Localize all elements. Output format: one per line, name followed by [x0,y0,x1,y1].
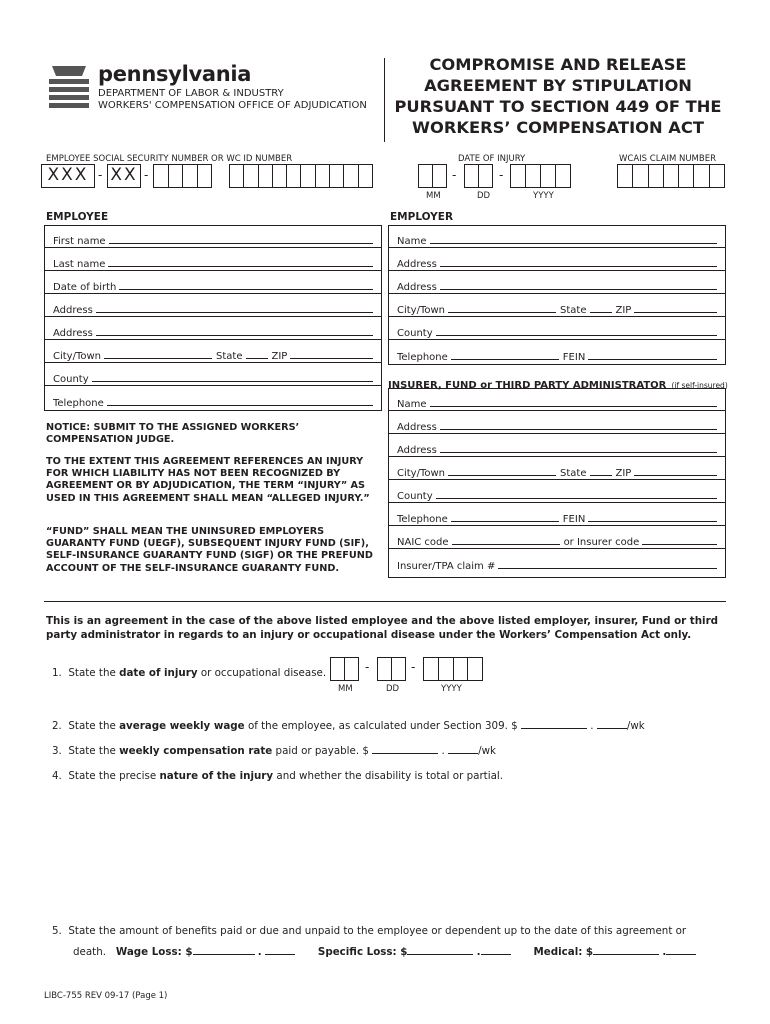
employer-name-field[interactable]: Name [389,226,725,248]
item-1-month-input[interactable] [330,657,359,681]
yyyy-label: YYYY [441,684,462,694]
employer-city-state-zip-field[interactable]: City/Town State ZIP [389,295,725,317]
item-3-weekly-compensation-rate[interactable]: 3. State the weekly compensation rate paid or payable. $ . /wk [52,745,496,757]
insurer-claim-field[interactable]: Insurer/TPA claim # [389,550,725,572]
employee-panel [44,225,382,411]
item-5-text: 5. State the amount of benefits paid or due and unpaid to the employee or dependent up to the date of this agreement or [52,925,687,937]
insurer-name-field[interactable]: Name [389,389,725,411]
mm-label: MM [338,684,353,694]
dash: - [499,168,504,182]
form-footer-code: LIBC-755 REV 09-17 (Page 1) [44,991,168,1001]
employer-heading: EMPLOYER [390,211,454,223]
employee-last-name-field[interactable]: Last name [45,249,381,271]
section-divider [44,601,726,602]
item-1-text: 1. State the date of injury or occupational disease. [52,667,327,679]
item-5-benefit-amounts[interactable]: death. Wage Loss: $ . Specific Loss: $ . Medical: $ . [73,945,696,958]
insurer-address1-field[interactable]: Address [389,412,725,434]
form-title: COMPROMISE AND RELEASE AGREEMENT BY STIPULATION PURSUANT TO SECTION 449 OF THE WORKERS’ COMPENSATION ACT [394,55,722,137]
item-4-answer-area[interactable] [72,786,726,916]
notice-submit: NOTICE: SUBMIT TO THE ASSIGNED WORKERS’ COMPENSATION JUDGE. [46,422,300,446]
notice-fund-definition: “FUND” SHALL MEAN THE UNINSURED EMPLOYERS GUARANTY FUND (UEGF), SUBSEQUENT INJURY FUND (SIF), SELF-INSURANCE GUARANTY FUND (SIGF) OR THE PREFUND ACCOUNT OF THE SELF-INSURANCE GUARANTY FUND. [46,526,373,574]
employee-dob-field[interactable]: Date of birth [45,272,381,294]
injury-month-input[interactable] [418,164,447,188]
employee-heading: EMPLOYEE [46,211,109,223]
header-divider [384,58,385,142]
employer-panel [388,225,726,365]
mm-label: MM [426,191,441,201]
employee-address1-field[interactable]: Address [45,295,381,317]
insurer-city-state-zip-field[interactable]: City/Town State ZIP [389,458,725,480]
wc-id-number-input[interactable] [229,164,373,188]
dash: - [98,168,103,182]
insurer-panel [388,388,726,578]
insurer-county-field[interactable]: County [389,481,725,503]
item-1-year-input[interactable] [423,657,483,681]
employer-address1-field[interactable]: Address [389,249,725,271]
injury-day-input[interactable] [464,164,493,188]
dash: - [365,660,370,674]
dd-label: DD [386,684,400,694]
injury-year-input[interactable] [510,164,571,188]
item-1-day-input[interactable] [377,657,406,681]
dash: - [144,168,149,182]
dd-label: DD [477,191,491,201]
yyyy-label: YYYY [533,191,554,201]
department-name: DEPARTMENT OF LABOR & INDUSTRY WORKERS' COMPENSATION OFFICE OF ADJUDICATION [98,88,367,111]
ssn-label: EMPLOYEE SOCIAL SECURITY NUMBER OR WC ID NUMBER [46,154,293,164]
employee-first-name-field[interactable]: First name [45,226,381,248]
insurer-address2-field[interactable]: Address [389,435,725,457]
insurer-heading: INSURER, FUND or THIRD PARTY ADMINISTRATOR (if self-insured) [388,380,728,391]
employee-address2-field[interactable]: Address [45,318,381,340]
employer-telephone-fein-field[interactable]: Telephone FEIN [389,341,725,363]
ssn-last-four-input[interactable] [153,164,212,188]
date-of-injury-label: DATE OF INJURY [458,154,526,164]
item-4-nature-of-injury: 4. State the precise nature of the injury and whether the disability is total or partial. [52,770,504,782]
item-2-average-weekly-wage[interactable]: 2. State the average weekly wage of the employee, as calculated under Section 309. $ . /wk [52,720,645,732]
insurer-telephone-fein-field[interactable]: Telephone FEIN [389,504,725,526]
employer-address2-field[interactable]: Address [389,272,725,294]
dash: - [452,168,457,182]
employer-county-field[interactable]: County [389,318,725,340]
dash: - [411,660,416,674]
brand-name: pennsylvania [98,62,252,86]
notice-injury-definition: TO THE EXTENT THIS AGREEMENT REFERENCES AN INJURY FOR WHICH LIABILITY HAS NOT BEEN RECOGNIZED BY AGREEMENT OR BY ADJUDICATION, THE TERM “INJURY” AS USED IN THIS AGREEMENT SHALL MEAN “ALLEGED INJURY.” [46,456,370,504]
employee-telephone-field[interactable]: Telephone [45,387,381,409]
wcais-label: WCAIS CLAIM NUMBER [619,154,717,164]
agreement-statement: This is an agreement in the case of the above listed employee and the above listed employer, insurer, Fund or third party administrator in regards to an injury or occupational disease under the Workers’ Compensation Act only. [46,615,719,641]
employee-city-state-zip-field[interactable]: City/Town State ZIP [45,341,381,363]
employee-county-field[interactable]: County [45,364,381,386]
ssn-masked-group1: XXX [41,164,95,188]
pennsylvania-keystone-logo-icon [44,62,94,114]
ssn-masked-group2: XX [107,164,141,188]
insurer-naic-field[interactable]: NAIC code or Insurer code [389,527,725,549]
wcais-claim-input[interactable] [617,164,725,188]
